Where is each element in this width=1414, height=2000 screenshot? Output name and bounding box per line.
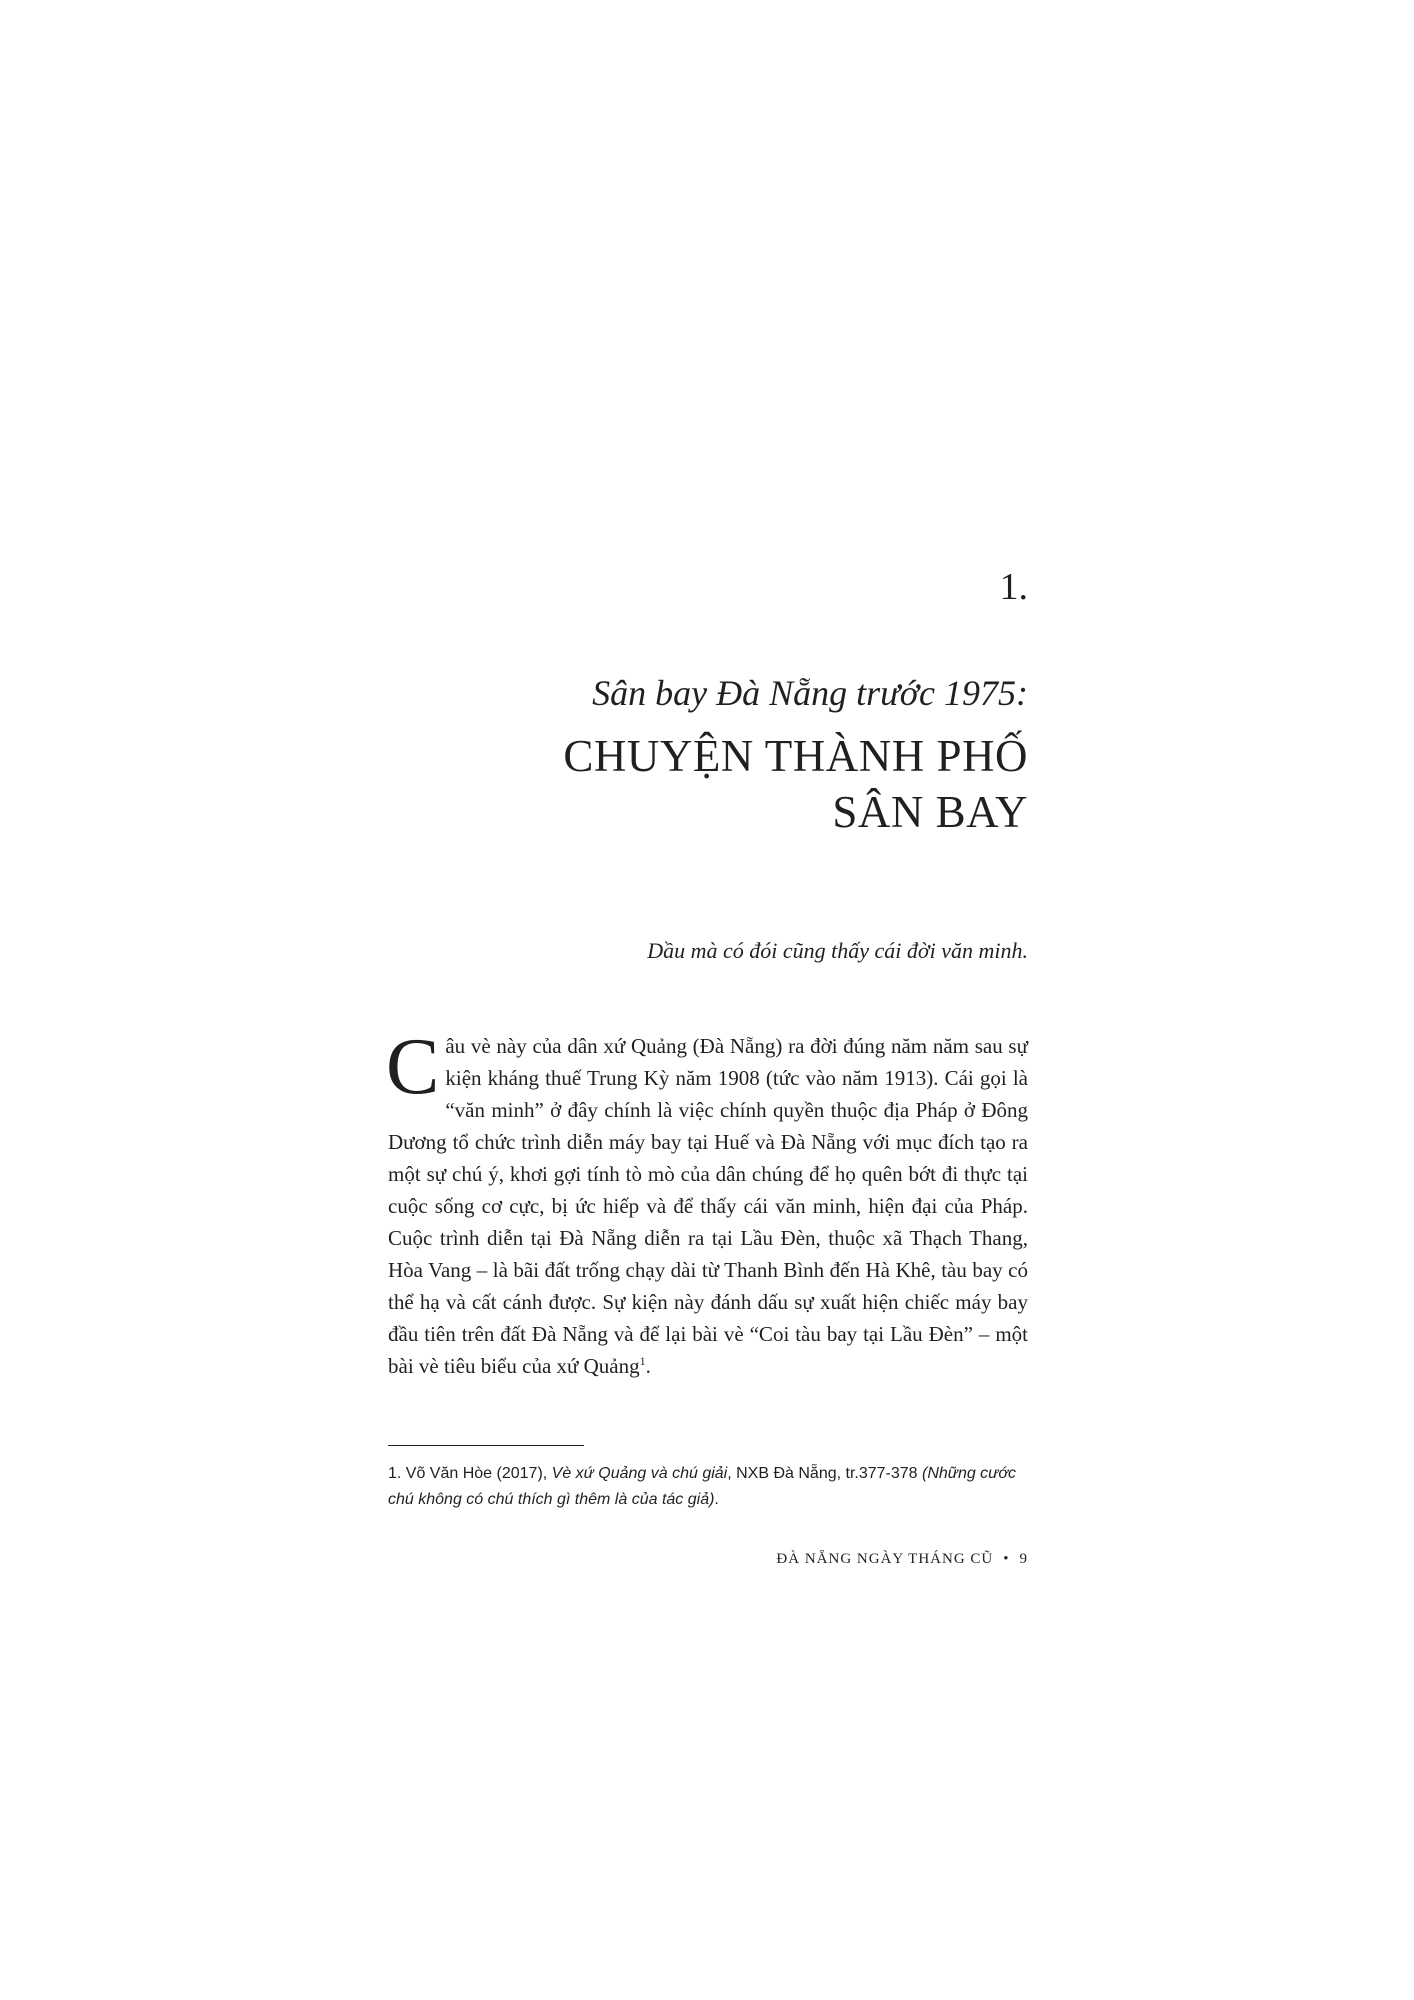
drop-cap: C [386, 1023, 440, 1111]
footnote-divider [388, 1445, 584, 1446]
bullet-separator: • [1003, 1551, 1010, 1567]
body-paragraph [386, 1023, 1028, 1382]
running-footer-book-name: ĐÀ NẴNG NGÀY THÁNG CŨ [776, 1551, 994, 1567]
chapter-title-line-1: CHUYỆN THÀNH PHỐ [563, 731, 1028, 781]
epigraph: Dầu mà có đói cũng thấy cái đời văn minh. [647, 938, 1028, 963]
footnote-prefix: 1. Võ Văn Hòe (2017), [388, 1465, 552, 1482]
chapter-title [563, 728, 1028, 840]
chapter-number: 1. [999, 566, 1028, 608]
body-text-end: . [645, 1354, 651, 1378]
page-number: 9 [1019, 1551, 1028, 1567]
body-text: âu vè này của dân xứ Quảng (Đà Nẵng) ra đời đúng năm năm sau sự kiện kháng thuế Trung Kỳ năm 1908 (tức vào năm 1913). Cái gọi là “văn minh” ở đây chính là việc chính quyền thuộc địa Pháp ở Đông Dương tổ chức trình diễn máy bay tại Huế và Đà Nẵng với mục đích tạo ra một sự chú ý, khơi gợi tính tò mò của dân chúng để họ quên bớt đi thực tại cuộc sống cơ cực, bị ức hiếp và để thấy cái văn minh, hiện đại của Pháp. Cuộc trình diễn tại Đà Nẵng diễn ra tại Lầu Đèn, thuộc xã Thạch Thang, Hòa Vang – là bãi đất trống chạy dài từ Thanh Bình đến Hà Khê, tàu bay có thể hạ và cất cánh được. Sự kiện này đánh dấu sự xuất hiện chiếc máy bay đầu tiên trên đất Đà Nẵng và để lại bài vè “Coi tàu bay tại Lầu Đèn” – một bài vè tiêu biểu của xứ Quảng [388, 1034, 1028, 1378]
footnote-reference[interactable]: 1 [639, 1354, 646, 1368]
chapter-title-line-2: SÂN BAY [832, 787, 1028, 837]
footnote-book-title: Vè xứ Quảng và chú giải [551, 1465, 728, 1482]
running-footer [776, 1551, 1028, 1568]
chapter-subtitle: Sân bay Đà Nẵng trước 1975: [592, 673, 1028, 713]
footnote [388, 1461, 1028, 1513]
footnote-note: (Những cước chú không có chú thích gì thêm là của tác giả) [388, 1465, 1016, 1508]
footnote-end: . [714, 1491, 719, 1508]
footnote-publisher: , NXB Đà Nẵng, tr.377-378 [727, 1465, 923, 1482]
